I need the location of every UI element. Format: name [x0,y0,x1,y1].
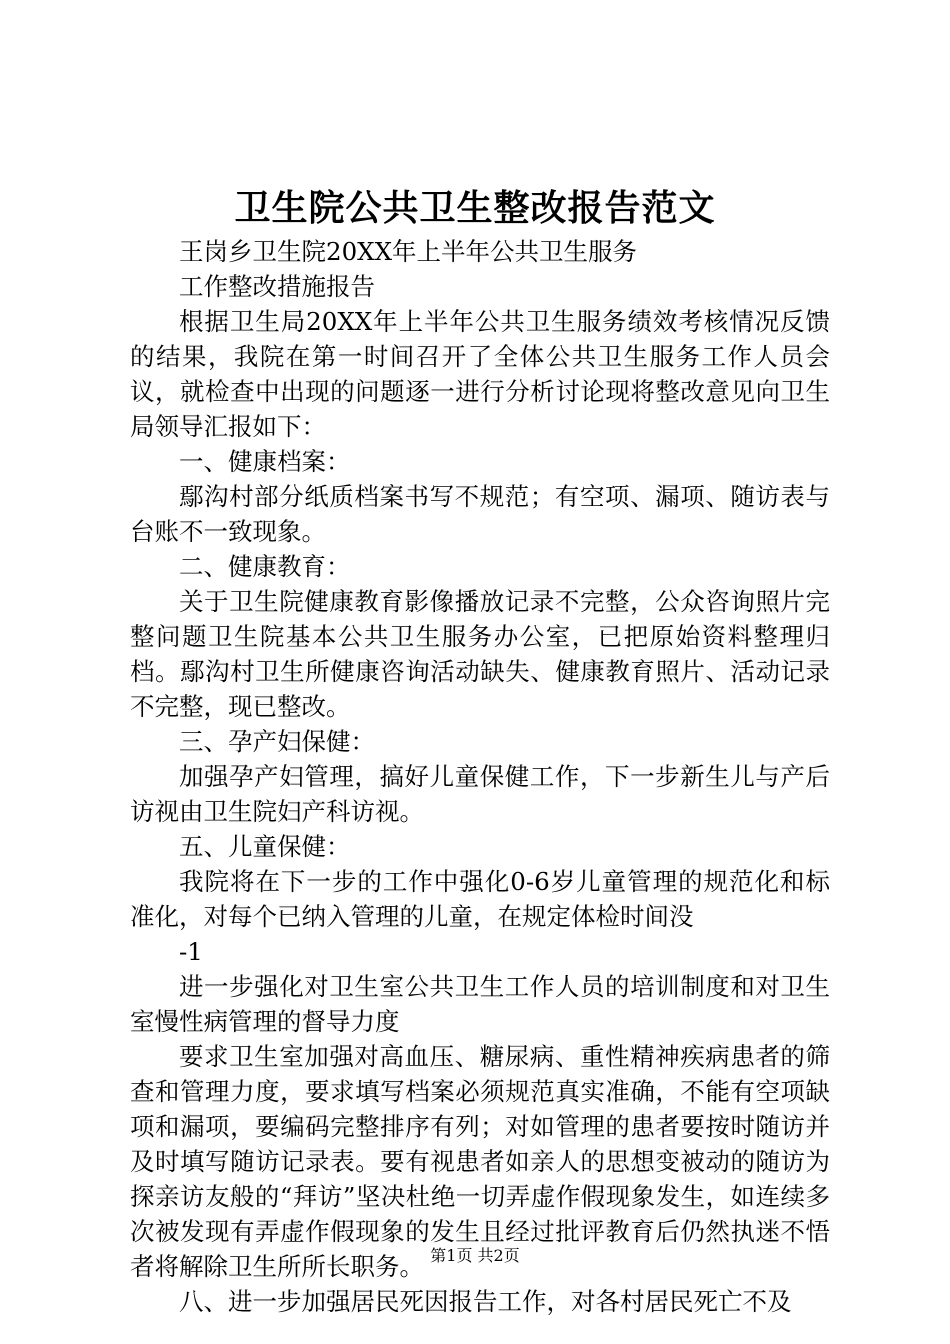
paragraph-2: 工作整改措施报告 [179,272,375,301]
paragraph-3: 根据卫生局20XX年上半年公共卫生服务绩效考核情况反馈的结果，我院在第一时间召开了全体公共卫生服务工作人员会议，就检查中出现的问题逐一进行分析讨论现将整改意见向卫生局领导汇报如下： [130,307,830,441]
paragraph-11: 我院将在下一步的工作中强化0-6岁儿童管理的规范化和标准化，对每个已纳入管理的儿童，在规定体检时间没 [130,867,830,931]
paragraph-14: 要求卫生室加强对高血压、糖尿病、重性精神疾病患者的筛查和管理力度，要求填写档案必须规范真实准确，不能有空项缺项和漏项，要编码完整排序有列；对如管理的患者要按时随访并及时填写随访记录表。要有视患者如亲人的思想变被动的随访为探亲访友般的“拜访”坚决杜绝一切弄虚作假现象发生，如连续多次被发现有弄虚作假现象的发生且经过批评教育后仍然执迷不悟者将解除卫生所所长职务。 [130,1042,830,1281]
paragraph-5: 鄢沟村部分纸质档案书写不规范；有空项、漏项、随访表与台账不一致现象。 [130,482,830,546]
paragraph-8: 三、孕产妇保健： [179,727,375,756]
paragraph-4: 一、健康档案： [179,447,351,476]
paragraph-13: 进一步强化对卫生室公共卫生工作人员的培训制度和对卫生室慢性病管理的督导力度 [130,972,830,1036]
document-body [130,234,830,1319]
document-title: 卫生院公共卫生整改报告范文 [234,187,716,229]
paragraph-7: 关于卫生院健康教育影像播放记录不完整，公众咨询照片完整问题卫生院基本公共卫生服务办公室，已把原始资料整理归档。鄢沟村卫生所健康咨询活动缺失、健康教育照片、活动记录不完整，现已整改。 [130,587,830,721]
paragraph-10: 五、儿童保健： [179,832,351,861]
paragraph-6: 二、健康教育： [179,552,351,581]
paragraph-12: -1 [179,937,203,966]
paragraph-1: 王岗乡卫生院20XX年上半年公共卫生服务 [179,237,638,266]
paragraph-9: 加强孕产妇管理，搞好儿童保健工作，下一步新生儿与产后访视由卫生院妇产科访视。 [130,762,830,826]
page-footer: 第1页 共2页 [430,1246,520,1265]
paragraph-15: 八、进一步加强居民死因报告工作，对各村居民死亡不及 [179,1287,792,1316]
